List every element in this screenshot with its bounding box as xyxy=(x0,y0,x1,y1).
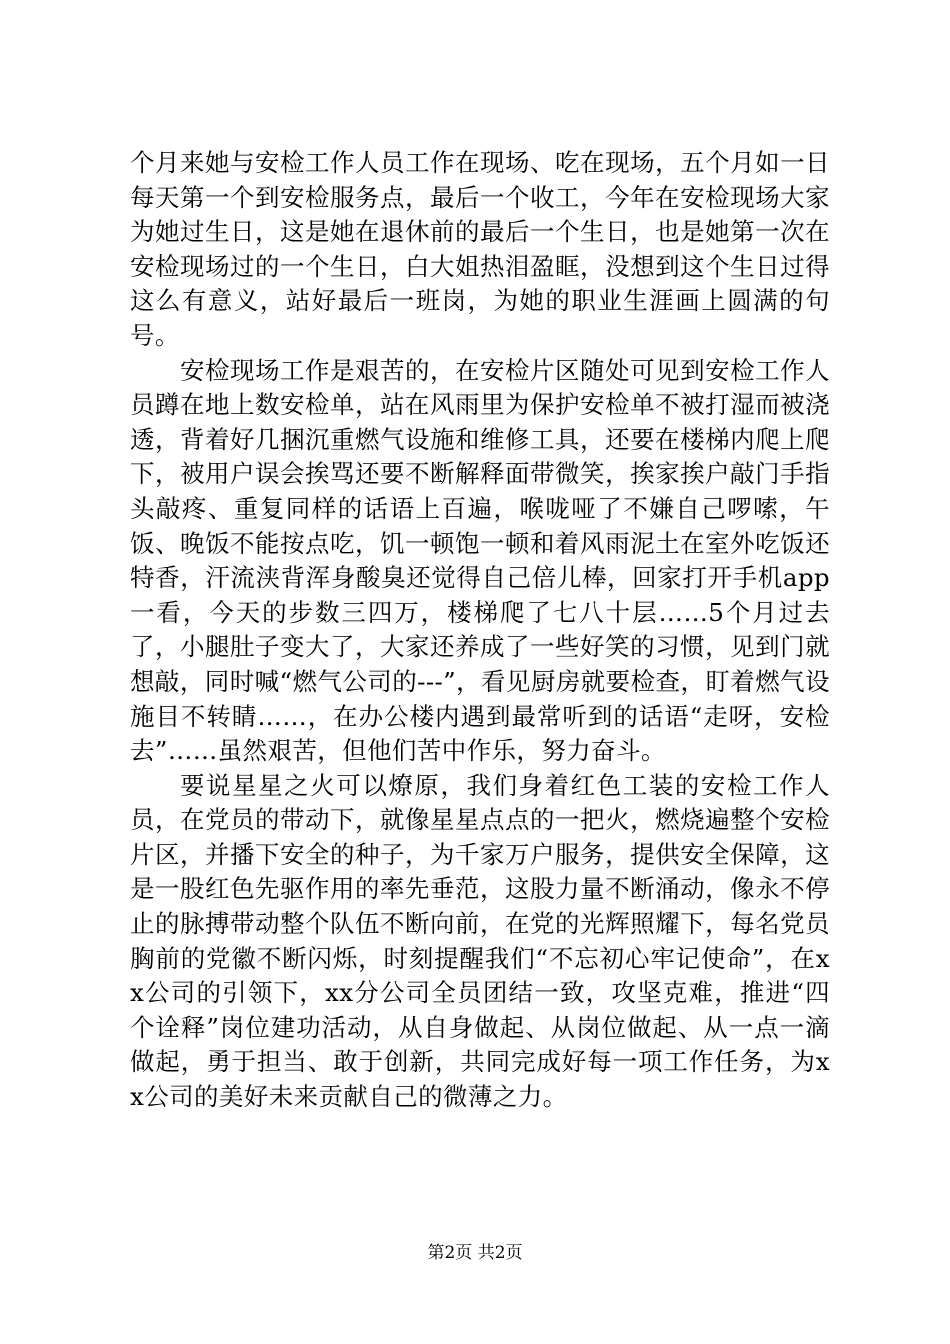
paragraph-party-member-role: 要说星星之火可以燎原，我们身着红色工装的安检工作人员，在党员的带动下，就像星星点点的一把火，燃烧遍整个安检片区，并播下安全的种子，为千家万户服务，提供安全保障，这是一股红色先驱作用的率先垂范，这股力量不断涌动，像永不停止的脉搏带动整个队伍不断向前，在党的光辉照耀下，每名党员胸前的党徽不断闪烁，时刻提醒我们“不忘初心牢记使命”，在xx公司的引领下，xx分公司全员团结一致，攻坚克难，推进“四个诠释”岗位建功活动，从自身做起、从岗位做起、从一点一滴做起，勇于担当、敢于创新，共同完成好每一项工作任务，为xx公司的美好未来贡献自己的微薄之力。 xyxy=(130,770,830,1112)
paragraph-safety-inspection-hardship: 安检现场工作是艰苦的，在安检片区随处可见到安检工作人员蹲在地上数安检单，站在风雨里为保护安检单不被打湿而被浇透，背着好几捆沉重燃气设施和维修工具，还要在楼梯内爬上爬下，被用户误会挨骂还要不断解释面带微笑，挨家挨户敲门手指头敲疼、重复同样的话语上百遍，喉咙哑了不嫌自己啰嗦，午饭、晚饭不能按点吃，饥一顿饱一顿和着风雨泥土在室外吃饭还特香，汗流浃背浑身酸臭还觉得自己倍儿棒，回家打开手机app一看，今天的步数三四万，楼梯爬了七八十层……5个月过去了，小腿肚子变大了，大家还养成了一些好笑的习惯，见到门就想敲，同时喊“燃气公司的---”，看见厨房就要检查，盯着燃气设施目不转睛……，在办公楼内遇到最常听到的话语“走呀，安检去”……虽然艰苦，但他们苦中作乐，努力奋斗。 xyxy=(130,355,830,766)
document-body xyxy=(130,146,830,1115)
paragraph-continuation: 个月来她与安检工作人员工作在现场、吃在现场，五个月如一日每天第一个到安检服务点，最后一个收工，今年在安检现场大家为她过生日，这是她在退休前的最后一个生日，也是她第一次在安检现场过的一个生日，白大姐热泪盈眶，没想到这个生日过得这么有意义，站好最后一班岗，为她的职业生涯画上圆满的句号。 xyxy=(130,148,830,350)
page-footer: 第2页 共2页 xyxy=(427,1243,523,1263)
